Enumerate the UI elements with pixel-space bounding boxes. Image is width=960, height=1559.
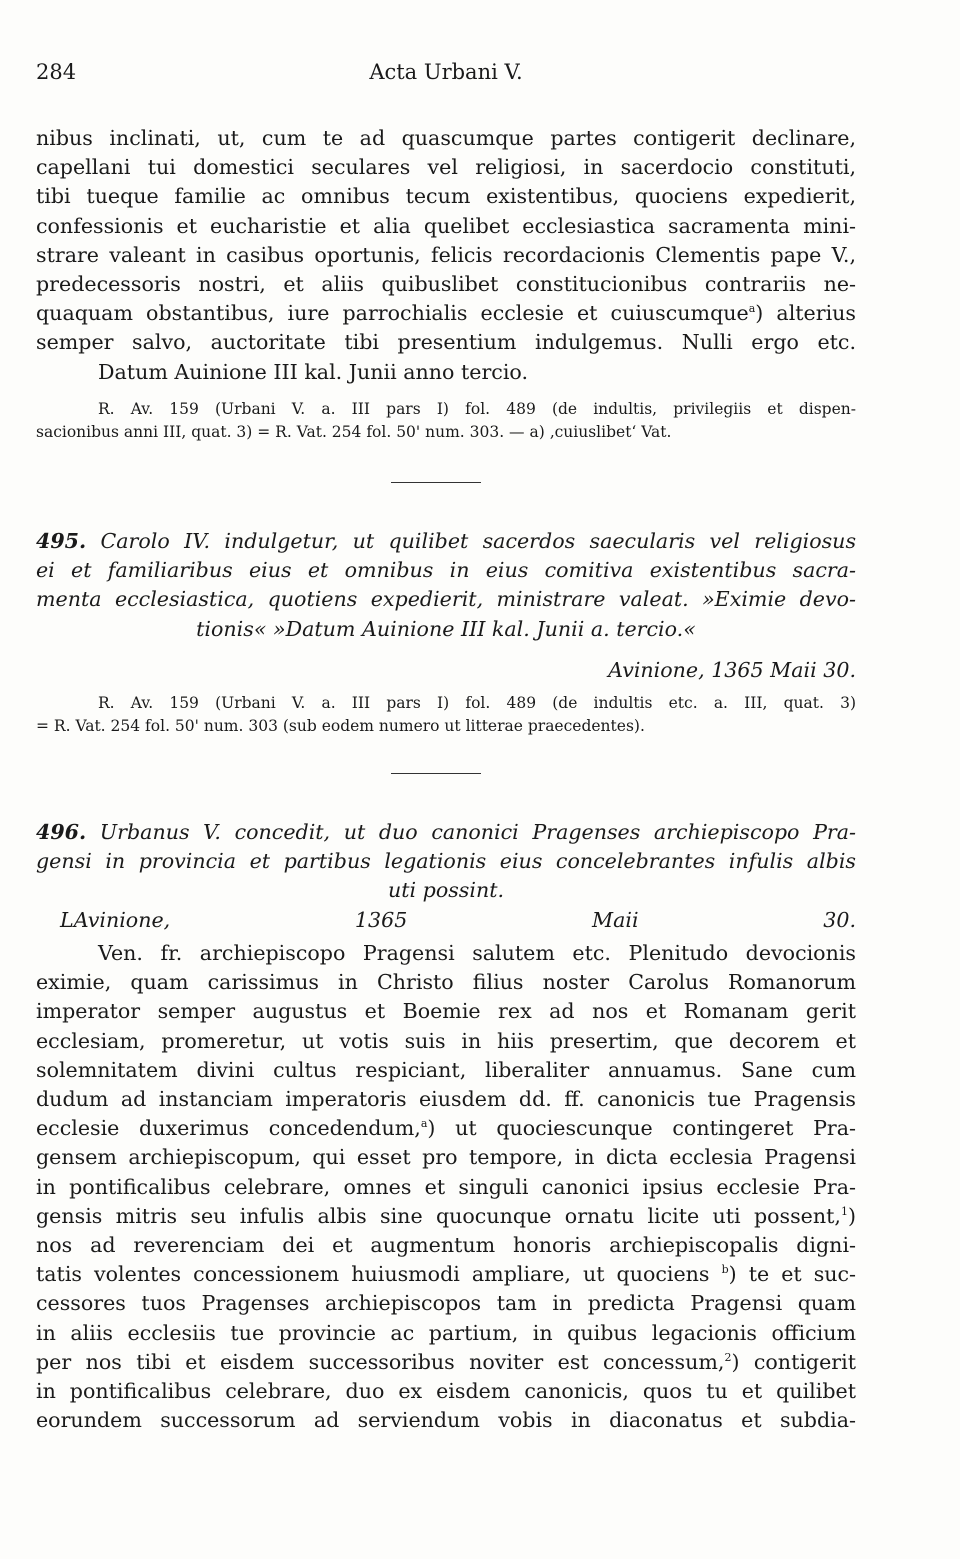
running-title: Acta Urbani V.	[369, 60, 523, 84]
text-line: tibi tueque familie ac omnibus tecum existentibus, quociens expedierit,	[36, 184, 856, 209]
place-date: Avinione, 1365 Maii 30.	[73, 907, 856, 932]
text-line: tatis volentes concessionem huiusmodi ampliare, ut quociens $^b$) te et suc-	[36, 1262, 857, 1287]
text-segment: contigerit	[739, 1349, 857, 1374]
text-segment: quaquam obstantibus, iure parrochialis ecclesie et cuiuscumque	[36, 301, 749, 326]
summary-line: ei et familiaribus eius et omnibus in eius comitiva existentibus sacra-	[36, 558, 856, 583]
text-line: gensis mitris seu infulis albis sine quocunque ornatu licite uti possent,$^1$)	[36, 1203, 856, 1228]
text-line: eximie, quam carissimus in Christo filius noster Carolus Romanorum	[36, 970, 856, 995]
text-line: imperator semper augustus et Boemie rex ad nos et Romanam gerit	[36, 999, 856, 1024]
text-line: capellani tui domestici seculares vel religiosi, in sacerdocio constituti,	[36, 155, 856, 180]
doc-495-source-note	[36, 692, 856, 738]
text-segment: te et suc-	[736, 1262, 857, 1287]
text-segment: per nos tibi et eisdem successoribus noviter est concessum,	[36, 1349, 725, 1374]
text-line: eorundem successorum ad serviendum vobis in diaconatus et subdia-	[36, 1408, 856, 1433]
top-text	[36, 124, 856, 387]
text-line: confessionis et eucharistie et alia quelibet ecclesiastica sacramenta mini-	[36, 213, 856, 238]
footnote-mark: b	[721, 1263, 729, 1277]
text-line: per nos tibi et eisdem successoribus noviter est concessum,$^2$) contigerit	[36, 1349, 857, 1374]
separator-rule	[391, 773, 481, 774]
text-line: gensem archiepiscopum, qui esset pro tempore, in dicta ecclesia Pragensi	[36, 1145, 856, 1170]
summary-line	[36, 527, 856, 556]
source-line: R. Av. 159 (Urbani V. a. III pars I) fol. 489 (de indultis, privilegiis et dispen-	[98, 400, 856, 418]
text-line: dudum ad instanciam imperatoris eiusdem dd. ff. canonicis tue Pragensis	[36, 1087, 856, 1112]
source-line: sacionibus anni III, quat. 3) = R. Vat. 254 fol. 50' num. 303. — a) ‚cuiuslibet‘ Vat.	[36, 423, 672, 441]
text-line: strare valeant in casibus oportunis, felicis recordacionis Clementis pape V.,	[36, 242, 856, 267]
summary-line: tionis« »Datum Auinione III kal. Junii a. tercio.«	[196, 616, 696, 641]
footnote-mark: a	[420, 1117, 428, 1131]
document-number: 495.	[36, 529, 87, 553]
letter-mark-line	[36, 906, 856, 935]
doc-495-summary	[36, 527, 856, 685]
summary-line: menta ecclesiastica, quotiens expedierit, ministrare valeat. »Eximie devo-	[36, 587, 856, 612]
place-date: Avinione, 1365 Maii 30.	[608, 657, 856, 682]
page-number: 284	[36, 60, 77, 84]
text-line: in aliis ecclesiis tue provincie ac partium, in quibus legacionis officium	[36, 1320, 856, 1345]
text-line: Ven. fr. archiepiscopo Pragensi salutem etc. Plenitudo devocionis	[98, 941, 856, 965]
doc-496-text	[36, 939, 856, 1435]
text-line: ecclesiam, promeretur, ut votis suis in hiis presertim, que decorem et	[36, 1028, 856, 1053]
text-segment: tatis volentes concessionem huiusmodi ampliare, ut quociens	[36, 1262, 710, 1287]
summary-line	[36, 818, 856, 847]
footnote-mark: 2	[724, 1350, 732, 1364]
text-line: quaquam obstantibus, iure parrochialis ecclesie et cuiuscumque$^a$) alterius	[36, 301, 857, 326]
summary-text: Urbanus V. concedit, ut duo canonici Pragenses archiepiscopo Pra-	[99, 820, 857, 844]
text-line: cessores tuos Pragenses archiepiscopos tam in predicta Pragensi quam	[36, 1291, 856, 1316]
document-number: 496.	[36, 820, 87, 844]
text-line: semper salvo, auctoritate tibi presentium indulgemus. Nulli ergo etc.	[36, 330, 856, 355]
text-line: nos ad reverenciam dei et augmentum honoris archiepiscopalis digni-	[36, 1233, 856, 1258]
text-segment: ut quociescunque contingeret Pra-	[435, 1116, 857, 1141]
text-line: predecessoris nostri, et aliis quibuslibet constitucionibus contrariis ne-	[36, 272, 856, 297]
text-line: nibus inclinati, ut, cum te ad quascumque partes contigerit declinare,	[36, 126, 856, 150]
summary-line: gensi in provincia et partibus legationis eius concelebrantes infulis albis	[36, 849, 856, 874]
datum-line: Datum Auinione III kal. Junii anno tercio.	[98, 359, 529, 384]
source-line: R. Av. 159 (Urbani V. a. III pars I) fol. 489 (de indultis etc. a. III, quat. 3)	[98, 694, 856, 712]
text-segment: ecclesie duxerimus concedendum,	[36, 1116, 421, 1141]
text-line: in pontificalibus celebrare, duo ex eisdem canonicis, quos tu et quilibet	[36, 1379, 856, 1404]
separator-rule	[391, 482, 481, 483]
summary-text: Carolo IV. indulgetur, ut quilibet sacerdos saecularis vel religiosus	[100, 529, 857, 553]
text-line: in pontificalibus celebrare, omnes et singuli canonici ipsius ecclesie Pra-	[36, 1174, 856, 1199]
text-segment: gensis mitris seu infulis albis sine quocunque ornatu licite uti possent,	[36, 1203, 841, 1228]
text-segment: alterius	[763, 301, 857, 326]
page-header	[36, 60, 856, 94]
footnote-mark: a	[748, 302, 756, 316]
summary-line: uti possint.	[387, 878, 505, 903]
footnote-mark: 1	[840, 1204, 848, 1218]
top-source-note	[36, 398, 856, 444]
text-line: ecclesie duxerimus concedendum,$^a$) ut quociescunque contingeret Pra-	[36, 1116, 857, 1141]
text-line: solemnitatem divini cultus respiciant, liberaliter annuamus. Sane cum	[36, 1057, 856, 1082]
source-line: = R. Vat. 254 fol. 50' num. 303 (sub eodem numero ut litterae praecedentes).	[36, 717, 645, 735]
doc-496-summary	[36, 818, 856, 935]
letter-mark: L	[60, 907, 74, 932]
